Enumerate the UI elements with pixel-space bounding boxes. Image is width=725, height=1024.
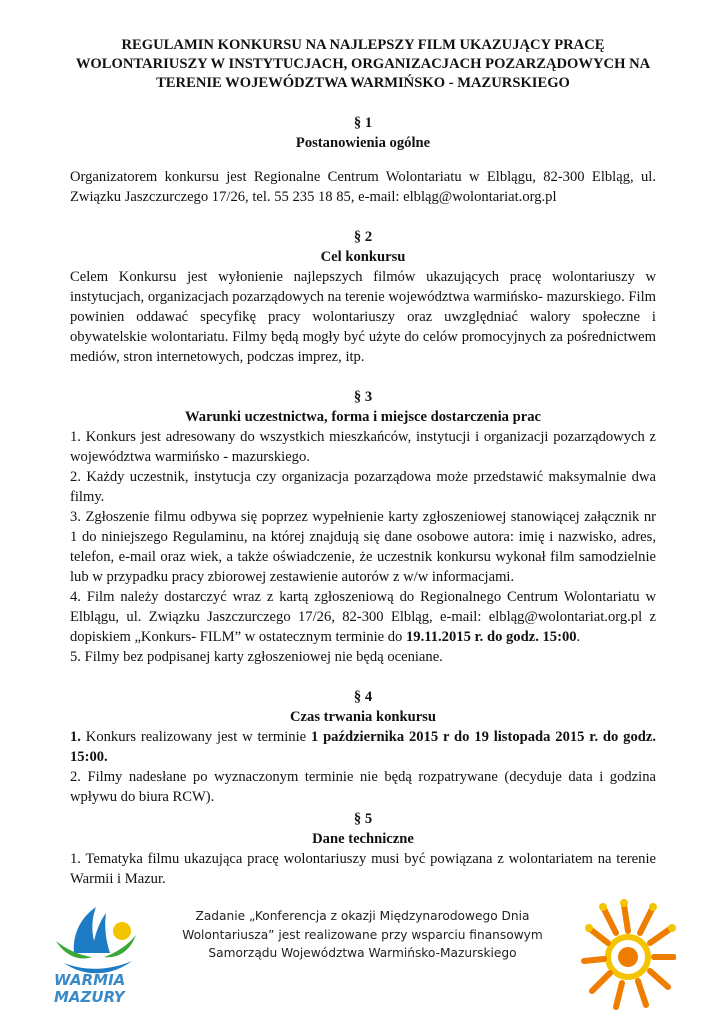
funding-note <box>170 907 555 963</box>
section-5 <box>70 809 656 889</box>
section-number: § 3 <box>353 389 373 405</box>
section-heading: Postanowienia ogólne <box>295 135 431 151</box>
section-number: § 2 <box>353 229 373 245</box>
section-2 <box>70 227 656 367</box>
section-heading: Warunki uczestnictwa, forma i miejsce dostarczenia prac <box>185 409 541 425</box>
paragraph: 1. Tematyka filmu ukazująca pracę wolontariuszy musi być powiązana z wolontariatem na terenie Warmii i Mazur. <box>70 851 656 887</box>
title-line-1: REGULAMIN KONKURSU NA NAJLEPSZY FILM UKAZUJĄCY PRACĘ <box>121 37 605 53</box>
funding-line-1: Zadanie „Konferencja z okazji Międzynarodowego Dnia <box>195 909 530 923</box>
section-heading: Czas trwania konkursu <box>290 709 436 725</box>
text-run: Konkurs realizowany jest w terminie <box>80 729 311 745</box>
text-run: 4. Film należy dostarczyć wraz z kartą zgłoszeniową do Regionalnego Centrum Wolontariatu w Elblągu, ul. Związku Jaszczurczego 17/26, 82-300 Elbląg, e-mail: elbląg@wolontariat.org.pl z dopiskiem „Konkurs- FILM” w ostatecznym terminie do <box>70 589 656 645</box>
item-number-bold: 1. <box>70 729 81 745</box>
funding-line-3: Samorządu Województwa Warmińsko-Mazurskiego <box>208 946 517 960</box>
footer <box>0 895 725 1024</box>
paragraph: 5. Filmy bez podpisanej karty zgłoszeniowej nie będą oceniane. <box>70 649 443 665</box>
section-3 <box>70 387 656 667</box>
paragraph: 1. Konkurs jest adresowany do wszystkich mieszkańców, instytucji i organizacji pozarządowych z województwa warmińsko - mazurskiego. <box>70 429 656 465</box>
title-line-2: WOLONTARIUSZY W INSTYTUCJACH, ORGANIZACJACH POZARZĄDOWYCH NA <box>75 56 651 72</box>
deadline-bold: 19.11.2015 r. do godz. 15:00 <box>406 629 577 645</box>
paragraph: 2. Każdy uczestnik, instytucja czy organizacja pozarządowa może przedstawić maksymalnie dwa filmy. <box>70 469 656 505</box>
paragraph: Celem Konkursu jest wyłonienie najlepszych filmów ukazujących pracę wolontariuszy w instytucjach, organizacjach pozarządowych na terenie województwa warmińsko- mazurskiego. Film powinien oddawać specyfikę pracy wolontariuszy oraz uwzględniać walory społeczne i obywatelskie wolontariatu. Filmy będą mogły być użyte do celów promocyjnych za pośrednictwem mediów, stron internetowych, podczas imprez, itp. <box>70 269 656 365</box>
date-range-bold: 1 października 2015 r do 19 listopada 2015 r. do godz. 15:00. <box>70 729 656 765</box>
funding-line-2: Wolontariusza” jest realizowane przy wsparciu finansowym <box>182 927 543 942</box>
paragraph: 3. Zgłoszenie filmu odbywa się poprzez wypełnienie karty zgłoszeniowej stanowiącej załącznik nr 1 do niniejszego Regulaminu, na której znajdują się dane osobowe autora: imię i nazwisko, adres, telefon, e-mail oraz wiek, a także oświadczenie, że uczestnik konkursu wykonał film samodzielnie lub w przypadku pracy zbiorowej zestawienie autorów z w/w informacjami. <box>70 509 656 585</box>
paragraph <box>70 727 656 767</box>
svg-text:MAZURY: MAZURY <box>54 988 125 1006</box>
volunteer-sun-logo <box>580 895 676 1015</box>
section-number: § 4 <box>353 689 373 705</box>
svg-text:WARMIA: WARMIA <box>54 971 126 989</box>
document-title <box>70 36 656 93</box>
section-heading: Cel konkursu <box>320 249 406 265</box>
paragraph <box>70 587 656 647</box>
paragraph: Organizatorem konkursu jest Regionalne Centrum Wolontariatu w Elblągu, 82-300 Elbląg, ul. Związku Jaszczurczego 17/26, tel. 55 235 18 85, e-mail: elbląg@wolontariat.org.pl <box>70 169 656 205</box>
title-line-3: TERENIE WOJEWÓDZTWA WARMIŃSKO - MAZURSKIEGO <box>156 75 570 91</box>
section-number: § 1 <box>353 115 373 131</box>
paragraph: 2. Filmy nadesłane po wyznaczonym terminie nie będą rozpatrywane (decyduje data i godzina wpływu do biura RCW). <box>70 769 656 805</box>
section-heading: Dane techniczne <box>312 831 414 847</box>
section-4 <box>70 687 656 807</box>
section-1 <box>70 113 656 207</box>
section-number: § 5 <box>353 811 373 827</box>
text-run: . <box>576 629 581 645</box>
warmia-mazury-logo <box>44 901 149 1011</box>
document-page <box>70 36 656 889</box>
